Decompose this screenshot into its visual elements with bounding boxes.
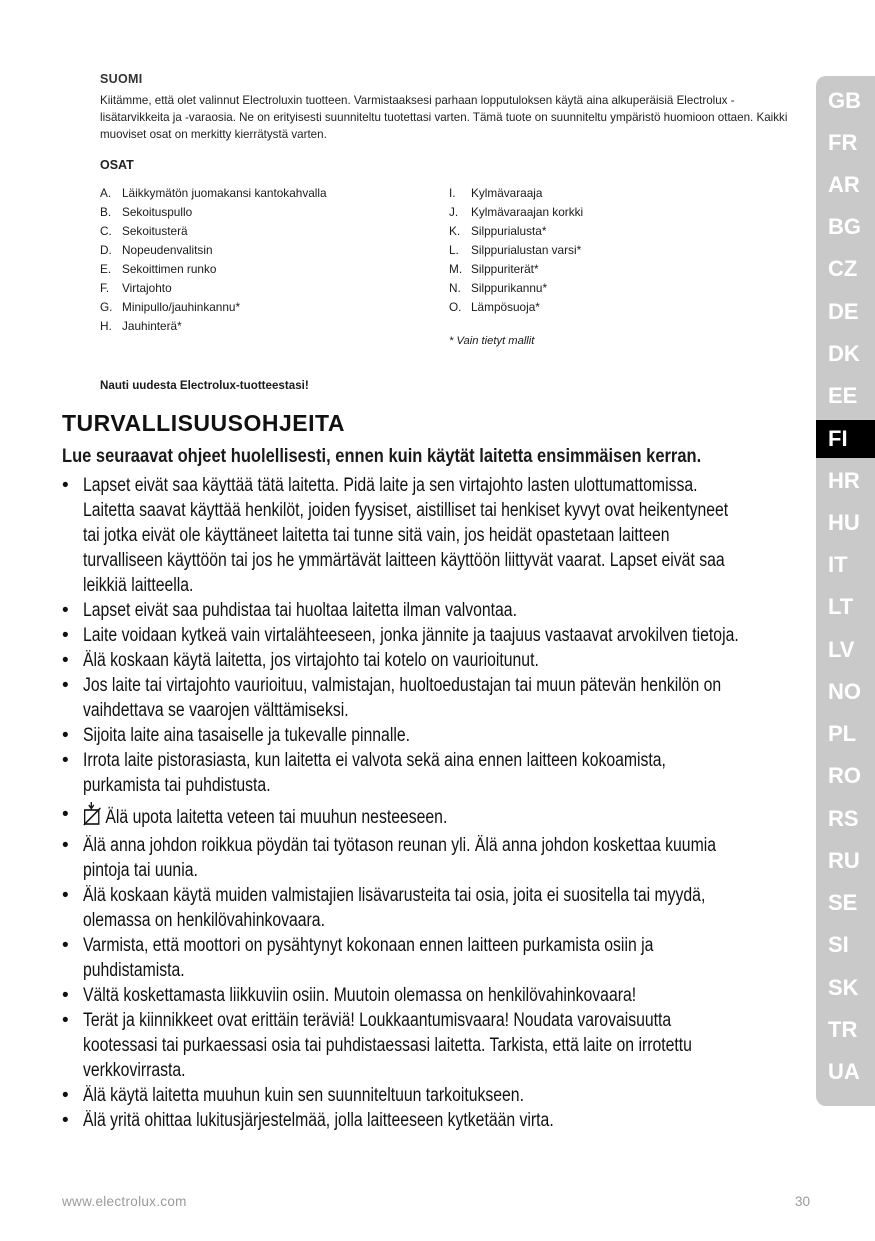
safety-item-text: Lapset eivät saa puhdistaa tai huoltaa laitetta ilman valvontaa.	[83, 600, 517, 621]
footer-url: www.electrolux.com	[62, 1194, 187, 1209]
tab-si[interactable]: SI	[828, 932, 849, 957]
tab-ua[interactable]: UA	[828, 1059, 860, 1084]
part-letter: F.	[100, 281, 110, 295]
safety-item-text: Älä upota laitetta veteen tai muuhun nesteeseen.	[105, 807, 448, 828]
part-item	[100, 298, 327, 317]
part-item	[449, 298, 583, 317]
part-name: Sekoituspullo	[122, 205, 193, 219]
bullet-dot: •	[62, 985, 69, 1006]
parts-column-left	[100, 184, 327, 336]
closing-line: Nauti uudesta Electrolux-tuotteestasi!	[100, 379, 309, 392]
tab-no[interactable]: NO	[828, 679, 861, 704]
no-immersion-icon	[83, 802, 103, 833]
tab-it[interactable]: IT	[828, 552, 848, 577]
part-item	[449, 222, 583, 241]
tab-pl[interactable]: PL	[828, 721, 857, 746]
safety-item	[62, 648, 802, 673]
tab-gb[interactable]: GB	[828, 88, 861, 113]
part-item	[449, 241, 583, 260]
parts-heading: OSAT	[100, 158, 134, 172]
safety-item	[62, 933, 802, 983]
part-name: Kylmävaraaja	[471, 186, 543, 200]
part-name: Sekoitusterä	[122, 224, 188, 238]
part-item	[449, 184, 583, 203]
bullet-dot: •	[62, 1010, 69, 1031]
part-letter: K.	[449, 224, 461, 238]
part-letter: L.	[449, 243, 459, 257]
safety-item	[62, 1008, 802, 1083]
tab-tr[interactable]: TR	[828, 1017, 858, 1042]
tab-ee[interactable]: EE	[828, 383, 858, 408]
safety-item	[62, 473, 802, 598]
part-item	[100, 222, 327, 241]
part-item	[449, 260, 583, 279]
safety-item-text: Älä yritä ohittaa lukitusjärjestelmää, jolla laitteeseen kytketään virta.	[83, 1110, 554, 1131]
safety-item	[62, 983, 802, 1008]
tab-ru[interactable]: RU	[828, 848, 860, 873]
part-letter: O.	[449, 300, 462, 314]
bullet-dot: •	[62, 725, 69, 746]
safety-item-text: Älä käytä laitetta muuhun kuin sen suunniteltuun tarkoitukseen.	[83, 1085, 524, 1106]
tab-hr[interactable]: HR	[828, 468, 860, 493]
bullet-dot: •	[62, 475, 69, 496]
part-name: Lämpösuoja*	[471, 300, 540, 314]
part-name: Silppurikannu*	[471, 281, 548, 295]
tab-se[interactable]: SE	[828, 890, 858, 915]
safety-item	[62, 673, 802, 723]
bullet-dot: •	[62, 625, 69, 646]
tab-dk[interactable]: DK	[828, 341, 860, 366]
safety-item-text: Sijoita laite aina tasaiselle ja tukevalle pinnalle.	[83, 725, 410, 746]
part-item	[449, 203, 583, 222]
bullet-dot: •	[62, 1085, 69, 1106]
intro-section	[100, 72, 790, 359]
part-item	[100, 184, 327, 203]
part-item	[100, 317, 327, 336]
part-letter: D.	[100, 243, 112, 257]
part-item	[100, 241, 327, 260]
bullet-dot: •	[62, 885, 69, 906]
safety-item-text: Terät ja kiinnikkeet ovat erittäin teräviä! Loukkaantumisvaara! Noudata varovaisuutta kootessasi tai purkaessasi osia tai puhdistaessasi laitetta. Tarkista, että laite on irrotettu verkkovirrasta.	[83, 1010, 692, 1081]
safety-item-text: Vältä koskettamasta liikkuviin osiin. Muutoin olemassa on henkilövahinkovaara!	[83, 985, 637, 1006]
safety-item-text: Jos laite tai virtajohto vaurioituu, valmistajan, huoltoedustajan tai muun pätevän henkilön on vaihdettava se vaarojen välttämiseksi.	[83, 675, 722, 721]
part-name: Silppuriterät*	[471, 262, 539, 276]
part-name: Minipullo/jauhinkannu*	[122, 300, 241, 314]
part-name: Silppurialustan varsi*	[471, 243, 582, 257]
safety-section	[62, 410, 802, 1133]
safety-item	[62, 623, 802, 648]
safety-subtitle: Lue seuraavat ohjeet huolellisesti, ennen kuin käytät laitetta ensimmäisen kerran.	[62, 446, 702, 467]
part-item	[100, 260, 327, 279]
part-letter: N.	[449, 281, 461, 295]
bullet-dot: •	[62, 750, 69, 771]
safety-item	[62, 883, 802, 933]
tab-rs[interactable]: RS	[828, 806, 859, 831]
bullet-dot: •	[62, 600, 69, 621]
part-letter: I.	[449, 186, 456, 200]
safety-item	[62, 1108, 802, 1133]
safety-item	[62, 1083, 802, 1108]
part-letter: J.	[449, 205, 459, 219]
safety-item	[62, 833, 802, 883]
part-name: Kylmävaraajan korkki	[471, 205, 584, 219]
tab-ro[interactable]: RO	[828, 763, 861, 788]
language-heading: SUOMI	[100, 72, 143, 86]
tab-sk[interactable]: SK	[828, 975, 859, 1000]
models-note: * Vain tietyt mallit	[449, 335, 535, 347]
bullet-dot: •	[62, 835, 69, 856]
tab-hu[interactable]: HU	[828, 510, 860, 535]
tab-de[interactable]: DE	[828, 299, 859, 324]
safety-item-text: Laite voidaan kytkeä vain virtalähteeseen, jonka jännite ja taajuus vastaavat arvokilven tietoja.	[83, 625, 739, 646]
part-letter: A.	[100, 186, 112, 200]
bullet-dot: •	[62, 1110, 69, 1131]
safety-item	[62, 748, 802, 798]
part-item	[449, 279, 583, 298]
part-letter: H.	[100, 319, 112, 333]
safety-item	[62, 723, 802, 748]
part-letter: G.	[100, 300, 113, 314]
part-name: Silppurialusta*	[471, 224, 547, 238]
part-item	[100, 279, 327, 298]
part-item	[100, 203, 327, 222]
safety-item-text: Irrota laite pistorasiasta, kun laitetta ei valvota sekä aina ennen laitteen kokoamista, purkamista tai puhdistusta.	[83, 750, 666, 796]
safety-title: TURVALLISUUSOHJEITA	[62, 410, 345, 436]
parts-column-right	[449, 184, 583, 347]
part-name: Sekoittimen runko	[122, 262, 217, 276]
bullet-dot: •	[62, 650, 69, 671]
page-number: 30	[795, 1194, 811, 1209]
safety-item-text: Älä koskaan käytä laitetta, jos virtajohto tai kotelo on vaurioitunut.	[83, 650, 539, 671]
tab-lt[interactable]: LT	[828, 594, 854, 619]
safety-item-content	[83, 802, 747, 833]
safety-list	[62, 473, 802, 1133]
safety-item-text: Älä anna johdon roikkua pöydän tai työtason reunan yli. Älä anna johdon koskettaa kuumia pintoja tai uunia.	[83, 835, 716, 881]
safety-item-text: Varmista, että moottori on pysähtynyt kokonaan ennen laitteen purkamista osiin ja puhdistamista.	[83, 935, 654, 981]
tab-lv[interactable]: LV	[828, 637, 855, 662]
tab-fi[interactable]: FI	[816, 420, 875, 458]
parts-list	[100, 184, 790, 359]
safety-item-immersion	[62, 802, 802, 833]
bullet-dot: •	[62, 675, 69, 696]
tab-bg[interactable]: BG	[828, 214, 861, 239]
safety-item	[62, 598, 802, 623]
part-name: Nopeudenvalitsin	[122, 243, 213, 257]
part-name: Virtajohto	[122, 281, 172, 295]
bullet-dot: •	[62, 804, 69, 825]
part-letter: E.	[100, 262, 112, 276]
tab-ar[interactable]: AR	[828, 172, 860, 197]
language-tabs	[816, 76, 875, 1106]
safety-item-text: Älä koskaan käytä muiden valmistajien lisävarusteita tai osia, joita ei suositella tai myydä, olemassa on henkilövahinkovaara.	[83, 885, 706, 931]
intro-paragraph: Kiitämme, että olet valinnut Electroluxin tuotteen. Varmistaaksesi parhaan lopputuloksen käytä aina alkuperäisiä Electrolux -lisätarvikkeita ja -varaosia. Ne on erityisesti suunniteltu tuotettasi varten. Tämä tuote on suunniteltu ympäristö huomioon ottaen. Kaikki muoviset osat on merkitty kierrätystä varten.	[100, 94, 788, 141]
safety-item-text: Lapset eivät saa käyttää tätä laitetta. Pidä laite ja sen virtajohto lasten ulottumattomissa. Laitetta saavat käyttää henkilöt, joiden fyysiset, aistilliset tai henkiset kyvyt ovat heikentyneet tai jotka eivät ole käyttäneet laitetta tai tunne sitä vain, jos heidät opastetaan laitteen turvalliseen käyttöön tai jos he ymmärtävät laitteen käyttöön liittyvät vaarat. Lapset eivät saa leikkiä laitteella.	[83, 475, 729, 596]
tab-cz[interactable]: CZ	[828, 256, 858, 281]
tab-fr[interactable]: FR	[828, 130, 858, 155]
part-letter: B.	[100, 205, 112, 219]
part-name: Jauhinterä*	[122, 319, 182, 333]
bullet-dot: •	[62, 935, 69, 956]
part-letter: M.	[449, 262, 463, 276]
part-name: Läikkymätön juomakansi kantokahvalla	[122, 186, 327, 200]
part-letter: C.	[100, 224, 112, 238]
